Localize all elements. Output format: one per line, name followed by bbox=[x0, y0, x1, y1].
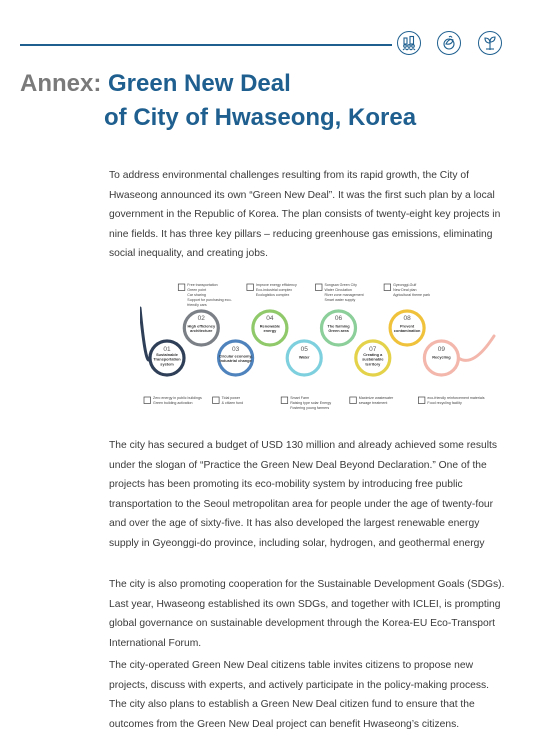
field-note: Smart water supply bbox=[324, 298, 356, 302]
field-label: Prevent bbox=[399, 323, 415, 329]
wave-line-end bbox=[458, 336, 494, 360]
title-line-1: Green New Deal bbox=[108, 70, 291, 97]
field-number: 07 bbox=[369, 346, 377, 353]
field-note: Improve energy efficiency bbox=[255, 283, 297, 287]
field-note: & citizen fund bbox=[221, 401, 244, 405]
field-icon bbox=[178, 284, 185, 291]
field-number: 05 bbox=[300, 346, 308, 353]
field-note: Agricultural theme park bbox=[393, 293, 431, 297]
field-note: Support for purchasing eco- bbox=[187, 298, 232, 302]
field-label: Green area bbox=[328, 327, 349, 333]
field-note: Tidal power bbox=[221, 396, 241, 400]
field-note: Raising type solar Energy bbox=[290, 401, 332, 405]
field-label: Industrial change bbox=[219, 357, 252, 363]
field-note: Car sharing bbox=[187, 293, 206, 297]
field-note: River zone management bbox=[324, 293, 364, 297]
field-note: Ecologistics complex bbox=[255, 293, 290, 297]
field-label: architecture bbox=[190, 327, 213, 333]
field-node-06 bbox=[316, 283, 364, 345]
field-note: Free transportation bbox=[187, 283, 218, 287]
field-number: 08 bbox=[403, 315, 411, 322]
field-note: Water Circulation bbox=[324, 288, 352, 292]
field-note: Songsan Green City bbox=[324, 283, 357, 287]
citizens-paragraph: The city-operated Green New Deal citizens table invites citizens to propose new projects, discuss with experts, and actively participate in the policy-making process. The city also plans to establish a Green New Deal citizen fund to ensure that the outcomes from the Green New Deal project can benefit Hwaseong’s citizens. bbox=[109, 660, 490, 730]
field-label: Renewable bbox=[259, 323, 281, 329]
leaf-globe-icon bbox=[437, 31, 461, 55]
field-node-03 bbox=[213, 341, 253, 405]
plant-globe-icon bbox=[478, 31, 502, 55]
field-node-09 bbox=[418, 341, 484, 405]
field-note: Food recycling facility bbox=[427, 401, 462, 405]
field-number: 03 bbox=[231, 346, 240, 353]
field-note: sewage treatment bbox=[358, 401, 388, 405]
field-icon bbox=[316, 284, 323, 291]
field-note: Gyeonggi-Gulf bbox=[393, 283, 417, 287]
field-note: Fostering young farmers bbox=[290, 406, 330, 410]
field-icon bbox=[350, 397, 357, 404]
green-new-deal-fields-infographic bbox=[140, 278, 500, 420]
field-icon bbox=[281, 397, 288, 404]
field-note: Green point bbox=[187, 288, 207, 292]
field-node-02 bbox=[178, 283, 232, 345]
field-icon bbox=[384, 284, 391, 291]
sdgs-paragraph: The city is also promoting cooperation for the Sustainable Development Goals (SDGs). Last year, Hwaseong established its own SDGs, and together with ICLEI, is prompting global governance on sustainable development through the Korea-EU Eco-Transport International Forum. bbox=[109, 579, 505, 649]
field-number: 06 bbox=[334, 315, 343, 322]
field-note: eco-friendly reinforcement materials bbox=[427, 396, 485, 400]
field-label: energy bbox=[263, 327, 277, 333]
field-number: 04 bbox=[266, 315, 274, 322]
field-label: territory bbox=[365, 361, 381, 367]
field-label: Water bbox=[298, 354, 310, 360]
field-icon bbox=[418, 397, 425, 404]
field-icon bbox=[213, 397, 220, 404]
title-prefix: Annex: bbox=[20, 70, 102, 97]
field-label: Transportation bbox=[153, 356, 181, 362]
page-title bbox=[20, 70, 291, 98]
intro-paragraph: To address environmental challenges resulting from its rapid growth, the City of Hwaseong announced its own “Green New Deal”. It was the first such plan by a local government in the Republic of Korea. The plan consists of twenty-eight key projects in nine fields. It has three key pillars – reducing greenhouse gas emissions, eliminating social inequality, and creating jobs. bbox=[109, 170, 501, 260]
field-node-05 bbox=[281, 341, 331, 410]
budget-paragraph: The city has secured a budget of USD 130 million and already achieved some results under the slogan of “Practice the Green New Deal Beyond Declaration.” One of the projects has been promoting its eco-mobility system by introducing free public transportation to the Seoul metropolitan area for people under the age of twenty-four and over the age of sixty-five. It has also developed the largest renewable energy supply in Gyeonggi-do province, including solar, hydrogen, and geothermal energy bbox=[109, 440, 498, 549]
field-node-04 bbox=[247, 283, 297, 345]
field-note: Green building activation bbox=[153, 401, 193, 405]
field-label: High efficiency bbox=[187, 323, 216, 329]
field-icon bbox=[144, 397, 151, 404]
field-label: system bbox=[160, 361, 174, 367]
field-note: Smart Farm bbox=[290, 396, 310, 400]
field-note: Maximize wastewater bbox=[358, 396, 394, 400]
field-number: 09 bbox=[437, 346, 446, 353]
field-note: Zero energy in public buildings bbox=[153, 396, 202, 400]
field-icon bbox=[247, 284, 254, 291]
title-line-2: of City of Hwaseong, Korea bbox=[104, 104, 417, 131]
field-label: contamination bbox=[393, 327, 421, 333]
field-label: Circular economy, bbox=[218, 353, 253, 359]
people-city-icon bbox=[397, 31, 421, 55]
field-label: sustainable bbox=[362, 356, 384, 362]
field-note: Eco-industrial complex bbox=[255, 288, 293, 292]
field-number: 02 bbox=[197, 315, 205, 322]
field-number: 01 bbox=[163, 346, 171, 353]
field-label: Creating a bbox=[363, 352, 383, 358]
field-note: New Deal plan bbox=[393, 288, 417, 292]
field-note: friendly cars bbox=[187, 303, 207, 307]
header-rule bbox=[20, 44, 392, 46]
field-label: Sustainable bbox=[156, 352, 178, 358]
field-node-08 bbox=[384, 283, 430, 345]
field-label: Recycling bbox=[432, 354, 451, 360]
field-node-07 bbox=[350, 341, 394, 405]
field-label: The farming bbox=[327, 323, 350, 329]
field-node-01 bbox=[144, 341, 202, 405]
wave-line-start bbox=[140, 308, 150, 360]
